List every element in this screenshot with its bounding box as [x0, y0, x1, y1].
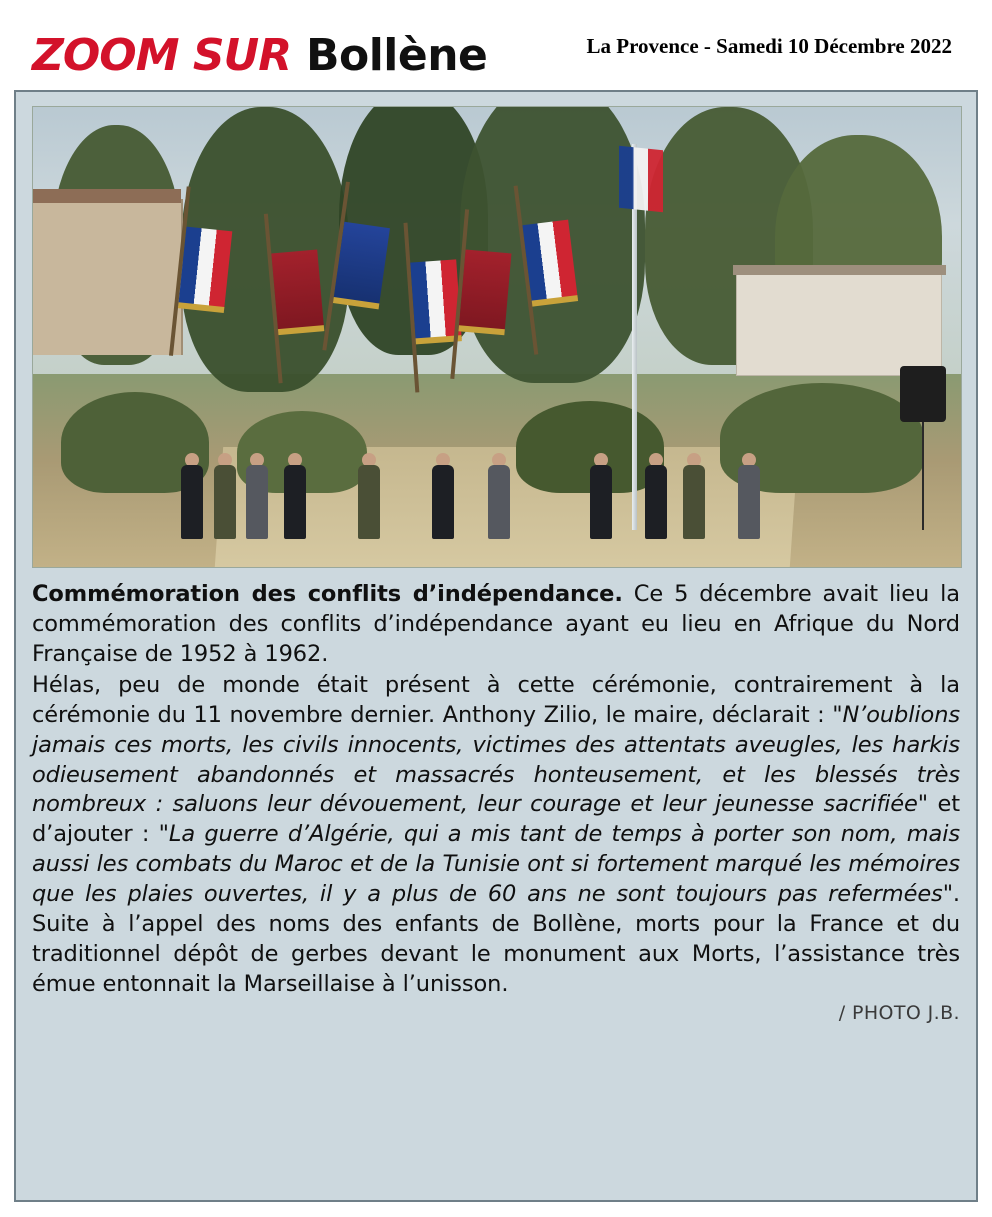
person-figure: [214, 453, 236, 539]
red-flag-icon: [459, 250, 512, 334]
person-figure: [738, 453, 760, 539]
caption-paragraph-1: [32, 580, 960, 670]
masthead: [0, 0, 992, 92]
caption-quote-1: N’oublions jamais ces morts, les civils innocents, victimes des attentats aveugles, les harkis odieusement abandonnés et massacrés honteusement, et les blessés très nombreux : saluons leur dévouement, leur courage et leur jeunesse sacrifiée: [32, 701, 960, 818]
article-photo: [32, 106, 962, 568]
person-figure: [246, 453, 268, 539]
photo-credit: / PHOTO J.B.: [838, 1001, 960, 1024]
page-title: [32, 30, 487, 81]
page-title-city: Bollène: [305, 30, 488, 81]
carried-flag: [452, 245, 511, 335]
caption-text-2a: Hélas, peu de monde était présent à cette cérémonie, contrairement à la cérémonie du 11 novembre dernier. Anthony Zilio, le maire, déclarait : ": [32, 671, 960, 728]
carried-flag: [265, 245, 324, 335]
article-caption: [32, 580, 960, 1000]
loudspeaker-stand: [922, 410, 924, 530]
french-flag-icon: [522, 220, 577, 305]
person-figure: [181, 453, 203, 539]
caption-quote-2: La guerre d’Algérie, qui a mis tant de temps à porter son nom, mais aussi les combats du Maroc et de la Tunisie ont si fortement marqué les mémoires que les plaies ouvertes, il y a plus de 60 ans ne sont toujours pas refermées: [32, 821, 960, 908]
red-flag-icon: [271, 249, 324, 333]
person-figure: [284, 453, 306, 539]
person-figure: [683, 453, 705, 539]
person-figure: [590, 453, 612, 539]
caption-text-2c: ". Suite à l’appel des noms des enfants de Bollène, morts pour la France et du traditionnel dépôt de gerbes devant le monument aux Morts, l’assistance très émue entonnait la Marseillaise à l’unisson.: [32, 881, 960, 997]
french-flag-icon: [619, 146, 663, 213]
person-figure: [358, 453, 380, 539]
carried-flag: [516, 216, 578, 308]
caption-text-2b: " et d’ajouter : ": [32, 791, 960, 848]
carried-flag: [172, 222, 233, 313]
caption-text-1: Ce 5 décembre avait lieu la commémoration des conflits d’indépendance ayant eu lieu en Afrique du Nord Française de 1952 à 1962.: [32, 581, 960, 667]
person-figure: [432, 453, 454, 539]
french-flag-icon: [179, 227, 233, 311]
page-title-zoom: ZOOM SUR: [32, 30, 292, 81]
caption-lede: Commémoration des conflits d’indépendance.: [32, 581, 623, 607]
building-left: [33, 199, 183, 355]
article-panel: [14, 90, 978, 1202]
carried-flag: [404, 255, 462, 344]
building-right: [736, 273, 942, 376]
person-figure: [645, 453, 667, 539]
caption-paragraph-2: [32, 671, 960, 1000]
source-date-line: La Provence - Samedi 10 Décembre 2022: [586, 34, 952, 58]
person-figure: [488, 453, 510, 539]
